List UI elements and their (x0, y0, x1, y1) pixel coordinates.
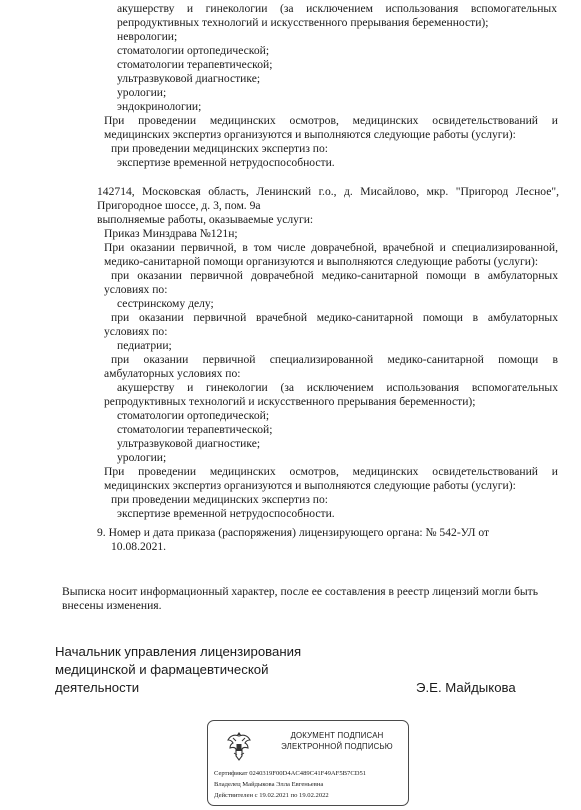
document-line: акушерству и гинекологии (за исключением использования вспомогательных (117, 2, 557, 15)
document-line: внесены изменения. (62, 599, 162, 612)
document-line: при проведении медицинских экспертиз по: (111, 493, 329, 506)
document-line: репродуктивных технологий и искусственного прерывания беременности); (117, 16, 489, 29)
document-line: при оказании первичной доврачебной медико-санитарной помощи в амбулаторных (111, 269, 558, 282)
document-line: урологии; (117, 451, 167, 464)
document-line: медицинских экспертиз организуются и выполняются следующие работы (услуги): (104, 128, 516, 141)
document-line: акушерству и гинекологии (за исключением использования вспомогательных (117, 381, 558, 394)
document-line: при оказании первичной врачебной медико-санитарной помощи в амбулаторных (111, 311, 558, 324)
document-line: Пригородное шоссе, д. 3, пом. 9а (97, 199, 261, 212)
signer-position-line-2: медицинской и фармацевтической (55, 662, 269, 677)
document-line: стоматологии ортопедической; (117, 44, 270, 57)
document-line: 142714, Московская область, Ленинский г.о., д. Мисайлово, мкр. "Пригород Лесное", (97, 185, 559, 198)
document-line: сестринскому делу; (117, 297, 214, 310)
document-line: урологии; (117, 86, 167, 99)
signer-name: Э.Е. Майдыкова (416, 680, 516, 695)
document-line: стоматологии терапевтической; (117, 423, 273, 436)
document-line: 9. Номер и дата приказа (распоряжения) лицензирующего органа: № 542-УЛ от (97, 526, 490, 539)
document-line: ультразвуковой диагностике; (117, 437, 261, 450)
document-line: амбулаторных условиях по: (104, 367, 241, 380)
stamp-validity: Действителен с 19.02.2021 по 19.02.2022 (214, 792, 329, 799)
document-line: медико-санитарной помощи организуются и выполняются следующие работы (услуги): (104, 255, 539, 268)
document-line: условиях по: (104, 283, 168, 296)
document-line: при оказании первичной специализированной медико-санитарной помощи в (111, 353, 558, 366)
stamp-owner: Владелец Майдыкова Элла Евгеньевна (214, 781, 324, 788)
stamp-certificate: Сертификат 0240319F00D4AC489C41F49AF5B7CD51 (214, 770, 367, 777)
signer-position-line-3: деятельности (55, 680, 140, 695)
document-line: Приказ Минздрава №121н; (104, 227, 238, 240)
coat-of-arms-icon (224, 729, 254, 763)
electronic-signature-stamp (207, 720, 409, 806)
document-line: При проведении медицинских осмотров, медицинских освидетельствований и (104, 114, 558, 127)
document-line: стоматологии терапевтической; (117, 58, 273, 71)
document-line: медицинских экспертиз организуются и выполняются следующие работы (услуги): (104, 479, 516, 492)
stamp-title-line-1: ДОКУМЕНТ ПОДПИСАН (290, 731, 384, 740)
document-line: ультразвуковой диагностике; (117, 72, 261, 85)
signer-position-line-1: Начальник управления лицензирования (55, 644, 302, 659)
document-line: При оказании первичной, в том числе доврачебной, врачебной и специализированной, (104, 241, 558, 254)
document-line: эндокринологии; (117, 100, 202, 113)
stamp-title-line-2: ЭЛЕКТРОННОЙ ПОДПИСЬЮ (281, 742, 393, 751)
document-line: выполняемые работы, оказываемые услуги: (97, 213, 314, 226)
document-line: педиатрии; (117, 339, 172, 352)
document-line: 10.08.2021. (111, 540, 167, 553)
document-line: стоматологии ортопедической; (117, 409, 270, 422)
document-line: экспертизе временной нетрудоспособности. (117, 156, 335, 169)
document-line: экспертизе временной нетрудоспособности. (117, 507, 335, 520)
document-line: условиях по: (104, 325, 168, 338)
document-line: Выписка носит информационный характер, после ее составления в реестр лицензий могли быть (62, 585, 538, 598)
document-line: при проведении медицинских экспертиз по: (111, 142, 329, 155)
document-line: При проведении медицинских осмотров, медицинских освидетельствований и (104, 465, 558, 478)
document-line: неврологии; (117, 30, 178, 43)
document-line: репродуктивных технологий и искусственного прерывания беременности); (104, 395, 476, 408)
